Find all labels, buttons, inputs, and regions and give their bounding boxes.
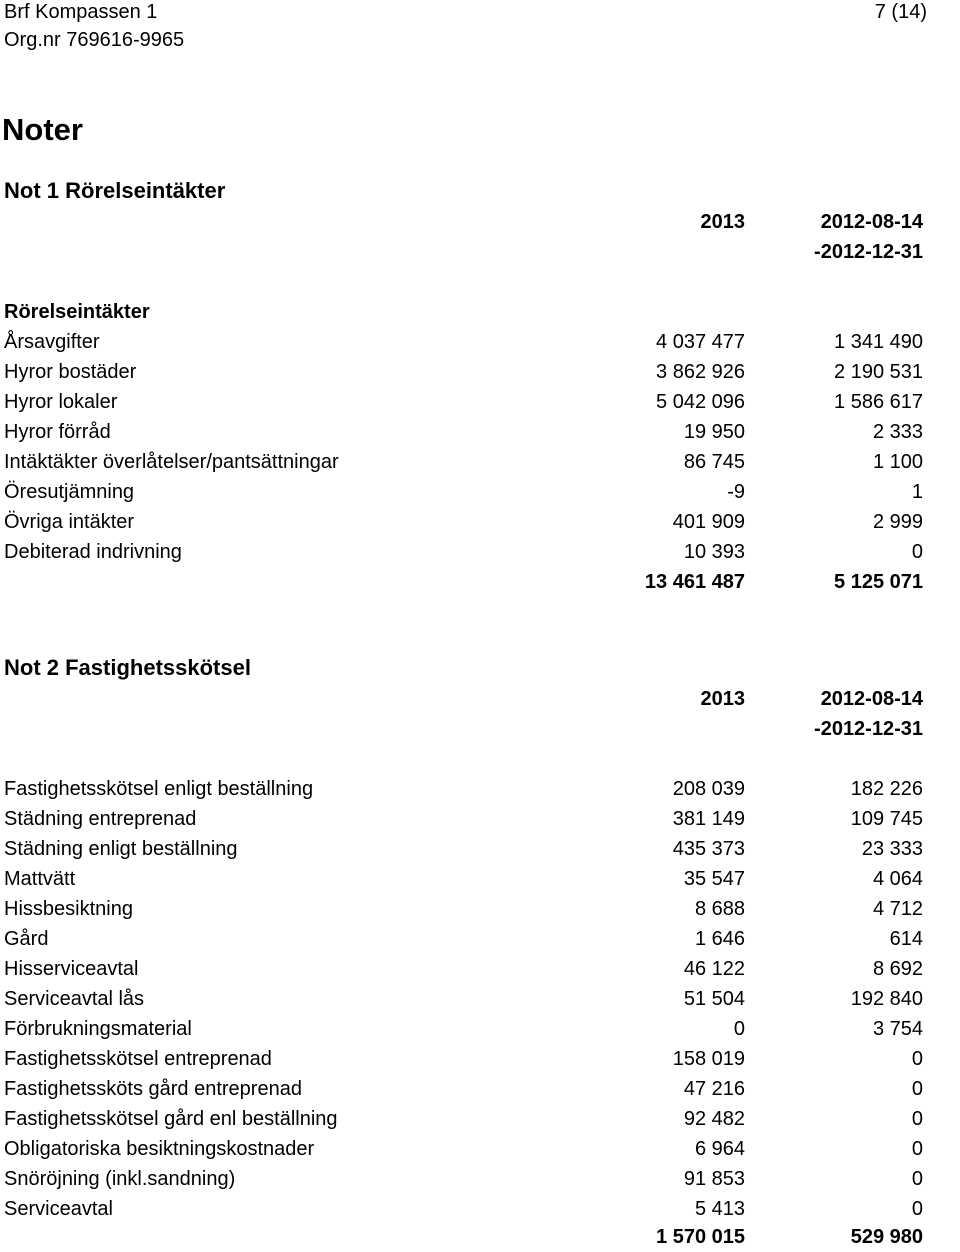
value-2012: 0: [911, 1168, 923, 1190]
table-row: [0, 1014, 960, 1044]
value-2013: 401 909: [672, 511, 745, 533]
row-label: Gård: [4, 928, 49, 950]
note-1-group-label: Rörelseintäkter: [4, 301, 150, 323]
table-row: [0, 537, 960, 567]
table-row: [0, 507, 960, 537]
note-1-title: Not 1 Rörelseintäkter: [4, 178, 226, 203]
note-2-total-2012: 529 980: [850, 1226, 923, 1248]
row-label: Fastighetssköts gård entreprenad: [4, 1078, 302, 1100]
row-label: Fastighetsskötsel enligt beställning: [4, 778, 314, 800]
value-2013: 35 547: [683, 868, 745, 890]
value-2012: 0: [911, 1138, 923, 1160]
note-1-col2-header-line1: 2012-08-14: [820, 211, 923, 233]
row-label: Fastighetsskötsel entreprenad: [4, 1048, 272, 1070]
value-2012: 2 999: [872, 511, 923, 533]
note-2-col2-header-line1: 2012-08-14: [820, 688, 923, 710]
note-1-total-2012: 5 125 071: [834, 571, 923, 593]
table-row: [0, 1164, 960, 1194]
table-row: [0, 1074, 960, 1104]
table-row: [0, 834, 960, 864]
note-1-col2-header-line2: -2012-12-31: [814, 241, 923, 263]
value-2013: 86 745: [683, 451, 745, 473]
row-label: Debiterad indrivning: [4, 541, 182, 563]
row-label: Övriga intäkter: [4, 511, 135, 533]
value-2012: 2 190 531: [834, 361, 923, 383]
value-2012: 109 745: [850, 808, 923, 830]
value-2012: 182 226: [850, 778, 923, 800]
table-row: [0, 387, 960, 417]
value-2013: 91 853: [683, 1168, 745, 1190]
row-label: Hyror förråd: [4, 421, 111, 443]
table-row: [0, 1134, 960, 1164]
value-2013: 381 149: [672, 808, 745, 830]
row-label: Hissbesiktning: [4, 898, 133, 920]
value-2013: 0: [733, 1018, 745, 1040]
row-label: Obligatoriska besiktningskostnader: [4, 1138, 315, 1160]
value-2013: 51 504: [683, 988, 745, 1010]
row-label: Årsavgifter: [4, 331, 100, 353]
value-2012: 614: [889, 928, 923, 950]
row-label: Serviceavtal lås: [4, 988, 145, 1010]
table-row: [0, 804, 960, 834]
note-1-col1-header: 2013: [700, 211, 745, 233]
company-name: Brf Kompassen 1: [4, 1, 158, 23]
value-2013: 1 646: [694, 928, 745, 950]
table-row: [0, 894, 960, 924]
table-row: [0, 924, 960, 954]
table-row: [0, 864, 960, 894]
value-2012: 4 712: [872, 898, 923, 920]
row-label: Snöröjning (inkl.sandning): [4, 1168, 236, 1190]
value-2013: 208 039: [672, 778, 745, 800]
value-2013: -9: [727, 481, 745, 503]
row-label: Fastighetsskötsel gård enl beställning: [4, 1108, 338, 1130]
table-row: [0, 984, 960, 1014]
value-2012: 0: [911, 541, 923, 563]
row-label: Öresutjämning: [4, 481, 135, 503]
table-row: [0, 1194, 960, 1224]
org-number: Org.nr 769616-9965: [4, 29, 185, 51]
value-2013: 47 216: [683, 1078, 745, 1100]
value-2013: 8 688: [694, 898, 745, 920]
table-row: [0, 1044, 960, 1074]
row-label: Mattvätt: [4, 868, 76, 890]
row-label: Hisserviceavtal: [4, 958, 139, 980]
value-2013: 5 413: [694, 1198, 745, 1220]
table-row: [0, 774, 960, 804]
value-2013: 19 950: [683, 421, 745, 443]
note-2-title: Not 2 Fastighetsskötsel: [4, 655, 251, 680]
value-2013: 4 037 477: [656, 331, 745, 353]
table-row: [0, 447, 960, 477]
value-2012: 0: [911, 1108, 923, 1130]
table-row: [0, 1104, 960, 1134]
row-label: Hyror lokaler: [4, 391, 118, 413]
note-2-col2-header-line2: -2012-12-31: [814, 718, 923, 740]
value-2012: 23 333: [861, 838, 923, 860]
note-2-col1-header: 2013: [700, 688, 745, 710]
value-2012: 192 840: [850, 988, 923, 1010]
row-label: Städning enligt beställning: [4, 838, 238, 860]
value-2013: 46 122: [683, 958, 745, 980]
value-2012: 8 692: [872, 958, 923, 980]
value-2013: 92 482: [683, 1108, 745, 1130]
note-1-total-row: [0, 567, 960, 597]
table-row: [0, 477, 960, 507]
value-2012: 0: [911, 1198, 923, 1220]
page-number: 7 (14): [874, 1, 927, 23]
note-2-total-2013: 1 570 015: [656, 1226, 745, 1248]
note-1-group-label-row: [0, 297, 960, 327]
value-2013: 158 019: [672, 1048, 745, 1070]
value-2012: 1: [911, 481, 923, 503]
table-row: [0, 327, 960, 357]
table-row: [0, 417, 960, 447]
note-2-col-header-row-2: [0, 714, 960, 744]
section-title: Noter: [2, 112, 83, 147]
value-2012: 1 586 617: [834, 391, 923, 413]
value-2013: 435 373: [672, 838, 745, 860]
table-row: [0, 954, 960, 984]
row-label: Serviceavtal: [4, 1198, 113, 1220]
value-2012: 4 064: [872, 868, 923, 890]
note-1-col-header-row-2: [0, 237, 960, 267]
value-2013: 5 042 096: [656, 391, 745, 413]
row-label: Förbrukningsmaterial: [4, 1018, 192, 1040]
value-2013: 10 393: [683, 541, 745, 563]
value-2012: 0: [911, 1078, 923, 1100]
value-2012: 0: [911, 1048, 923, 1070]
value-2013: 6 964: [694, 1138, 745, 1160]
note-1-col-header-row: [0, 207, 960, 237]
row-label: Städning entreprenad: [4, 808, 197, 830]
value-2012: 3 754: [872, 1018, 923, 1040]
value-2012: 1 100: [872, 451, 923, 473]
table-row: [0, 357, 960, 387]
row-label: Hyror bostäder: [4, 361, 137, 383]
note-2-total-row: [0, 1222, 960, 1252]
note-2-col-header-row: [0, 684, 960, 714]
value-2012: 2 333: [872, 421, 923, 443]
value-2012: 1 341 490: [834, 331, 923, 353]
note-1-total-2013: 13 461 487: [644, 571, 745, 593]
row-label: Intäktäkter överlåtelser/pantsättningar: [4, 451, 339, 473]
value-2013: 3 862 926: [656, 361, 745, 383]
